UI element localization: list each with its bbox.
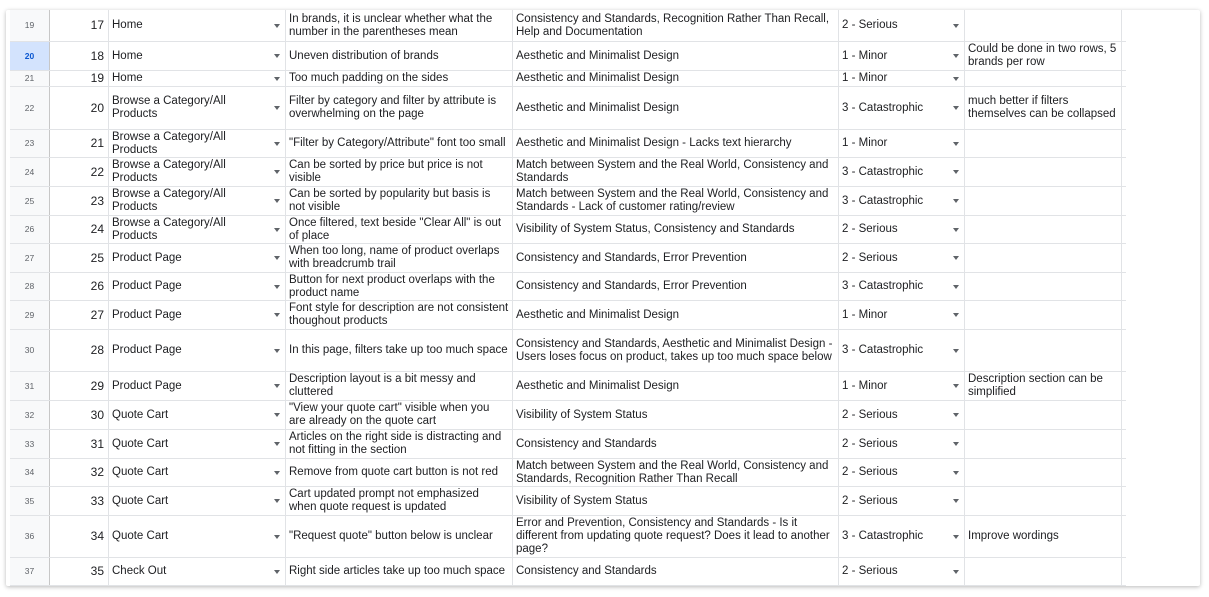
page-cell-text: Quote Cart (112, 437, 169, 450)
page-cell-text: Product Page (112, 379, 182, 392)
row-header[interactable]: 29 (10, 301, 50, 329)
issue-cell[interactable] (286, 273, 513, 300)
issue-number-cell[interactable] (50, 301, 109, 329)
issue-cell-text: Articles on the right side is distracting and not fitting in the section (289, 431, 502, 456)
page-cell-text: Product Page (112, 280, 182, 292)
severity-cell[interactable] (839, 516, 965, 557)
dropdown-arrow-icon[interactable] (953, 384, 959, 388)
issue-cell[interactable] (286, 10, 513, 41)
severity-cell[interactable] (839, 330, 965, 371)
issue-number-cell-text: 31 (90, 436, 104, 451)
table-row (10, 273, 1126, 301)
comment-cell-text: Could be done in two rows, 5 brands per row (968, 43, 1117, 68)
row-header[interactable]: 24 (10, 158, 50, 186)
dropdown-arrow-icon[interactable] (953, 170, 959, 174)
heuristic-cell-text: Consistency and Standards, Recognition Rather Than Recall, Help and Documentation (516, 12, 830, 38)
severity-cell-text: 1 - Minor (842, 49, 888, 62)
severity-cell-text: 2 - Serious (842, 19, 898, 31)
issue-number-cell-text: 33 (90, 493, 104, 508)
heuristic-cell[interactable] (513, 244, 839, 272)
severity-cell-text: 2 - Serious (842, 466, 898, 478)
severity-cell[interactable] (839, 216, 965, 243)
table-row (10, 187, 1126, 216)
row-header[interactable]: 26 (10, 216, 50, 243)
issue-number-cell[interactable] (50, 87, 109, 129)
heuristic-cell-text: Error and Prevention, Consistency and Standards - Is it different from updating quote request? Does it lead to another page? (516, 517, 830, 555)
page-cell[interactable] (109, 401, 286, 429)
dropdown-arrow-icon[interactable] (274, 170, 280, 174)
issue-cell-text: In brands, it is unclear whether what the number in the parentheses mean (289, 12, 493, 38)
dropdown-arrow-icon[interactable] (274, 77, 280, 81)
comment-cell[interactable] (965, 71, 1122, 86)
comment-cell[interactable] (965, 158, 1122, 186)
table-row (10, 372, 1126, 401)
spreadsheet-card (6, 10, 1200, 586)
severity-cell[interactable] (839, 71, 965, 86)
issue-number-cell-text: 29 (90, 378, 104, 393)
issue-number-cell-text: 26 (90, 279, 104, 293)
severity-cell[interactable] (839, 558, 965, 585)
issue-number-cell-text: 32 (90, 465, 104, 479)
issue-cell[interactable] (286, 87, 513, 129)
dropdown-arrow-icon[interactable] (274, 313, 280, 317)
issue-number-cell[interactable] (50, 244, 109, 272)
dropdown-arrow-icon[interactable] (274, 499, 280, 503)
page-cell[interactable] (109, 301, 286, 329)
severity-cell-text: 2 - Serious (842, 437, 898, 450)
row-header[interactable]: 31 (10, 372, 50, 400)
row-header[interactable]: 19 (10, 10, 50, 41)
heuristic-cell-text: Consistency and Standards, Aesthetic and Minimalist Design - Users loses focus on product, takes up too much space below (516, 337, 833, 363)
page-cell-text: Home (112, 49, 143, 62)
issue-number-cell[interactable] (50, 273, 109, 300)
table-row (10, 430, 1126, 459)
row-header[interactable]: 23 (10, 130, 50, 157)
table-row (10, 158, 1126, 187)
issue-number-cell-text: 25 (90, 250, 104, 265)
page-cell-text: Quote Cart (112, 408, 169, 421)
severity-cell-text: 3 - Catastrophic (842, 194, 924, 207)
severity-cell[interactable] (839, 430, 965, 458)
severity-cell-text: 3 - Catastrophic (842, 280, 924, 292)
heuristic-cell[interactable] (513, 87, 839, 129)
row-header[interactable]: 30 (10, 330, 50, 371)
page-cell-text: Browse a Category/All Products (112, 188, 226, 213)
page-cell-text: Browse a Category/All Products (112, 216, 226, 242)
page-cell-text: Product Page (112, 251, 182, 264)
issue-cell-text: "View your quote cart" visible when you are already on the quote cart (289, 402, 490, 427)
issue-number-cell-text: 24 (90, 222, 104, 236)
severity-cell-text: 3 - Catastrophic (842, 165, 924, 178)
comment-cell[interactable] (965, 216, 1122, 243)
page-cell[interactable] (109, 71, 286, 86)
page-cell[interactable] (109, 87, 286, 129)
page-cell[interactable] (109, 130, 286, 157)
comment-cell[interactable] (965, 87, 1122, 129)
issue-number-cell[interactable] (50, 372, 109, 400)
issue-cell-text: Cart updated prompt not emphasized when quote request is updated (289, 488, 479, 513)
comment-cell[interactable] (965, 10, 1122, 41)
table-row (10, 130, 1126, 158)
comment-cell-text: Improve wordings (968, 530, 1059, 542)
heuristic-cell-text: Visibility of System Status (516, 494, 648, 507)
comment-cell[interactable] (965, 187, 1122, 215)
table-row (10, 301, 1126, 330)
severity-cell-text: 2 - Serious (842, 223, 898, 235)
dropdown-arrow-icon[interactable] (953, 349, 959, 353)
page-cell[interactable] (109, 558, 286, 585)
dropdown-arrow-icon[interactable] (274, 228, 280, 232)
page-cell-text: Quote Cart (112, 466, 169, 478)
heuristic-cell[interactable] (513, 558, 839, 585)
issue-cell-text: Remove from quote cart button is not red (289, 466, 499, 478)
issue-number-cell-text: 34 (90, 529, 104, 543)
page-cell[interactable] (109, 158, 286, 186)
page-cell[interactable] (109, 372, 286, 400)
comment-cell[interactable] (965, 459, 1122, 486)
page-cell-text: Product Page (112, 308, 182, 321)
issue-number-cell-text: 28 (90, 343, 104, 357)
heuristic-cell-text: Aesthetic and Minimalist Design (516, 308, 679, 321)
issue-cell[interactable] (286, 487, 513, 515)
heuristic-cell[interactable] (513, 330, 839, 371)
severity-cell[interactable] (839, 244, 965, 272)
dropdown-arrow-icon[interactable] (953, 313, 959, 317)
heuristic-cell-text: Aesthetic and Minimalist Design (516, 72, 679, 84)
row-header[interactable]: 33 (10, 430, 50, 458)
comment-cell[interactable] (965, 42, 1122, 70)
severity-cell[interactable] (839, 372, 965, 400)
heuristic-cell[interactable] (513, 301, 839, 329)
comment-cell-text: Description section can be simplified (968, 373, 1103, 398)
dropdown-arrow-icon[interactable] (274, 570, 280, 574)
severity-cell[interactable] (839, 42, 965, 70)
row-header[interactable]: 22 (10, 87, 50, 129)
comment-cell[interactable] (965, 516, 1122, 557)
row-header[interactable]: 37 (10, 558, 50, 585)
dropdown-arrow-icon[interactable] (274, 142, 280, 146)
page-cell-text: Browse a Category/All Products (112, 95, 226, 120)
issue-cell-text: "Filter by Category/Attribute" font too small (289, 137, 506, 149)
table-row (10, 401, 1126, 430)
issue-number-cell-text: 23 (90, 193, 104, 208)
issue-cell[interactable] (286, 401, 513, 429)
heuristic-cell-text: Aesthetic and Minimalist Design (516, 49, 679, 62)
dropdown-arrow-icon[interactable] (953, 256, 959, 260)
issue-cell[interactable] (286, 459, 513, 486)
issue-cell-text: "Request quote" button below is unclear (289, 530, 493, 542)
row-header[interactable]: 20 (10, 42, 50, 70)
issue-number-cell-text: 27 (90, 307, 104, 322)
heuristic-cell[interactable] (513, 71, 839, 86)
dropdown-arrow-icon[interactable] (274, 106, 280, 110)
issue-number-cell[interactable] (50, 187, 109, 215)
severity-cell[interactable] (839, 301, 965, 329)
page-cell-text: Browse a Category/All Products (112, 130, 226, 156)
issue-cell-text: Can be sorted by popularity but basis is not visible (289, 188, 491, 213)
table-row (10, 244, 1126, 273)
comment-cell[interactable] (965, 430, 1122, 458)
dropdown-arrow-icon[interactable] (274, 256, 280, 260)
severity-cell[interactable] (839, 130, 965, 157)
dropdown-arrow-icon[interactable] (274, 24, 280, 28)
issue-number-cell[interactable] (50, 158, 109, 186)
issue-cell[interactable] (286, 301, 513, 329)
page-cell-text: Quote Cart (112, 530, 169, 542)
page-cell-text: Browse a Category/All Products (112, 159, 226, 184)
page-cell[interactable] (109, 10, 286, 41)
issue-number-cell-text: 30 (90, 407, 104, 422)
issue-cell-text: Right side articles take up too much space (289, 565, 506, 577)
severity-cell-text: 2 - Serious (842, 408, 898, 421)
heuristic-cell[interactable] (513, 516, 839, 557)
issue-cell-text: When too long, name of product overlaps with breadcrumb trail (289, 245, 500, 270)
severity-cell-text: 3 - Catastrophic (842, 101, 924, 114)
heuristic-cell[interactable] (513, 42, 839, 70)
dropdown-arrow-icon[interactable] (274, 471, 280, 475)
dropdown-arrow-icon[interactable] (953, 199, 959, 203)
dropdown-arrow-icon[interactable] (953, 228, 959, 232)
severity-cell[interactable] (839, 187, 965, 215)
row-header[interactable]: 27 (10, 244, 50, 272)
issue-number-cell-text: 22 (90, 164, 104, 179)
issue-cell[interactable] (286, 516, 513, 557)
page-cell[interactable] (109, 430, 286, 458)
row-header[interactable]: 35 (10, 487, 50, 515)
issue-cell-text: Description layout is a bit messy and cluttered (289, 373, 476, 398)
row-header[interactable]: 25 (10, 187, 50, 215)
row-header[interactable]: 36 (10, 516, 50, 557)
page-cell-text: Product Page (112, 344, 182, 356)
issue-cell[interactable] (286, 372, 513, 400)
severity-cell-text: 2 - Serious (842, 251, 898, 264)
heuristic-cell-text: Consistency and Standards (516, 437, 657, 450)
dropdown-arrow-icon[interactable] (274, 285, 280, 289)
heuristic-cell[interactable] (513, 430, 839, 458)
page-cell[interactable] (109, 487, 286, 515)
heuristic-cell-text: Consistency and Standards, Error Prevention (516, 280, 747, 292)
comment-cell[interactable] (965, 330, 1122, 371)
table-row (10, 42, 1126, 71)
comment-cell[interactable] (965, 244, 1122, 272)
issue-number-cell-text: 19 (90, 71, 104, 85)
issue-number-cell[interactable] (50, 216, 109, 243)
issue-number-cell-text: 17 (90, 18, 104, 32)
issue-cell[interactable] (286, 330, 513, 371)
page-cell-text: Home (112, 72, 143, 84)
issue-cell[interactable] (286, 158, 513, 186)
heuristic-cell[interactable] (513, 187, 839, 215)
issue-cell-text: Font style for description are not consistent thoughout products (289, 302, 509, 327)
heuristic-cell-text: Aesthetic and Minimalist Design - Lacks text hierarchy (516, 137, 792, 149)
issue-cell-text: Can be sorted by price but price is not visible (289, 159, 483, 184)
page-cell[interactable] (109, 42, 286, 70)
heuristic-cell-text: Visibility of System Status (516, 408, 648, 421)
comment-cell[interactable] (965, 487, 1122, 515)
dropdown-arrow-icon[interactable] (953, 471, 959, 475)
issue-number-cell[interactable] (50, 42, 109, 70)
dropdown-arrow-icon[interactable] (953, 24, 959, 28)
issue-number-cell-text: 35 (90, 564, 104, 578)
table-row (10, 516, 1126, 558)
issue-number-cell[interactable] (50, 430, 109, 458)
page-cell[interactable] (109, 216, 286, 243)
page-cell[interactable] (109, 330, 286, 371)
page-cell-text: Home (112, 19, 143, 31)
row-header[interactable]: 21 (10, 71, 50, 86)
severity-cell[interactable] (839, 459, 965, 486)
issue-cell[interactable] (286, 130, 513, 157)
table-row (10, 330, 1126, 372)
issue-number-cell[interactable] (50, 487, 109, 515)
issue-number-cell[interactable] (50, 558, 109, 585)
issue-cell[interactable] (286, 430, 513, 458)
issue-cell[interactable] (286, 216, 513, 243)
heuristic-cell-text: Consistency and Standards, Error Prevention (516, 251, 747, 264)
issue-cell[interactable] (286, 187, 513, 215)
page-cell[interactable] (109, 244, 286, 272)
issue-number-cell[interactable] (50, 459, 109, 486)
issue-cell-text: Button for next product overlaps with the product name (289, 273, 495, 299)
severity-cell[interactable] (839, 487, 965, 515)
severity-cell[interactable] (839, 158, 965, 186)
dropdown-arrow-icon[interactable] (274, 413, 280, 417)
comment-cell[interactable] (965, 558, 1122, 585)
heuristic-cell[interactable] (513, 459, 839, 486)
issue-number-cell[interactable] (50, 401, 109, 429)
dropdown-arrow-icon[interactable] (953, 413, 959, 417)
table-row (10, 10, 1126, 42)
issue-cell-text: Uneven distribution of brands (289, 49, 439, 62)
heuristic-cell[interactable] (513, 10, 839, 41)
severity-cell[interactable] (839, 87, 965, 129)
row-header[interactable]: 32 (10, 401, 50, 429)
issue-cell[interactable] (286, 244, 513, 272)
dropdown-arrow-icon[interactable] (953, 54, 959, 58)
heuristic-cell[interactable] (513, 130, 839, 157)
issue-cell-text: Filter by category and filter by attribute is overwhelming on the page (289, 95, 497, 120)
page-cell[interactable] (109, 187, 286, 215)
issue-number-cell-text: 20 (90, 100, 104, 115)
page-cell[interactable] (109, 516, 286, 557)
page-cell[interactable] (109, 273, 286, 300)
heuristic-cell-text: Aesthetic and Minimalist Design (516, 379, 679, 392)
comment-cell[interactable] (965, 273, 1122, 300)
issue-cell-text: In this page, filters take up too much space (289, 344, 508, 356)
heuristic-cell[interactable] (513, 401, 839, 429)
dropdown-arrow-icon[interactable] (953, 570, 959, 574)
dropdown-arrow-icon[interactable] (274, 384, 280, 388)
severity-cell-text: 1 - Minor (842, 379, 888, 392)
table-row (10, 87, 1126, 130)
heuristic-cell[interactable] (513, 273, 839, 300)
table-row (10, 558, 1126, 586)
severity-cell-text: 1 - Minor (842, 137, 888, 149)
severity-cell[interactable] (839, 10, 965, 41)
issue-cell-text: Once filtered, text beside "Clear All" is out of place (289, 216, 502, 242)
issue-number-cell-text: 21 (90, 136, 104, 150)
dropdown-arrow-icon[interactable] (274, 54, 280, 58)
dropdown-arrow-icon[interactable] (274, 535, 280, 539)
issue-cell-text: Too much padding on the sides (289, 72, 449, 84)
heuristic-cell[interactable] (513, 372, 839, 400)
heuristic-cell[interactable] (513, 487, 839, 515)
dropdown-arrow-icon[interactable] (953, 77, 959, 81)
spreadsheet-grid (10, 10, 1126, 586)
heuristic-cell-text: Match between System and the Real World, Consistency and Standards - Lack of customer rating/review (516, 188, 829, 213)
row-header[interactable]: 34 (10, 459, 50, 486)
issue-cell[interactable] (286, 71, 513, 86)
page-cell-text: Quote Cart (112, 494, 169, 507)
issue-number-cell[interactable] (50, 10, 109, 41)
table-row (10, 459, 1126, 487)
table-row (10, 487, 1126, 516)
severity-cell-text: 1 - Minor (842, 72, 888, 84)
severity-cell-text: 2 - Serious (842, 565, 898, 577)
issue-cell[interactable] (286, 42, 513, 70)
dropdown-arrow-icon[interactable] (953, 142, 959, 146)
dropdown-arrow-icon[interactable] (274, 442, 280, 446)
severity-cell-text: 2 - Serious (842, 494, 898, 507)
severity-cell[interactable] (839, 401, 965, 429)
heuristic-cell-text: Match between System and the Real World, Consistency and Standards, Recognition Rather Than Recall (516, 459, 829, 485)
comment-cell[interactable] (965, 372, 1122, 400)
table-row (10, 71, 1126, 87)
comment-cell[interactable] (965, 401, 1122, 429)
dropdown-arrow-icon[interactable] (274, 349, 280, 353)
issue-number-cell[interactable] (50, 71, 109, 86)
heuristic-cell-text: Aesthetic and Minimalist Design (516, 101, 679, 114)
severity-cell-text: 3 - Catastrophic (842, 530, 924, 542)
comment-cell[interactable] (965, 130, 1122, 157)
issue-cell[interactable] (286, 558, 513, 585)
dropdown-arrow-icon[interactable] (953, 535, 959, 539)
severity-cell-text: 1 - Minor (842, 308, 888, 321)
dropdown-arrow-icon[interactable] (274, 199, 280, 203)
issue-number-cell[interactable] (50, 330, 109, 371)
heuristic-cell[interactable] (513, 216, 839, 243)
page-cell[interactable] (109, 459, 286, 486)
severity-cell-text: 3 - Catastrophic (842, 344, 924, 356)
issue-number-cell[interactable] (50, 516, 109, 557)
heuristic-cell-text: Consistency and Standards (516, 565, 657, 577)
comment-cell-text: much better if filters themselves can be collapsed (968, 95, 1116, 120)
issue-number-cell[interactable] (50, 130, 109, 157)
comment-cell[interactable] (965, 301, 1122, 329)
dropdown-arrow-icon[interactable] (953, 285, 959, 289)
heuristic-cell[interactable] (513, 158, 839, 186)
issue-number-cell-text: 18 (90, 48, 104, 63)
table-row (10, 216, 1126, 244)
dropdown-arrow-icon[interactable] (953, 499, 959, 503)
row-header[interactable]: 28 (10, 273, 50, 300)
heuristic-cell-text: Match between System and the Real World, Consistency and Standards (516, 159, 829, 184)
page-cell-text: Check Out (112, 565, 167, 577)
dropdown-arrow-icon[interactable] (953, 442, 959, 446)
heuristic-cell-text: Visibility of System Status, Consistency and Standards (516, 223, 795, 235)
severity-cell[interactable] (839, 273, 965, 300)
dropdown-arrow-icon[interactable] (953, 106, 959, 110)
